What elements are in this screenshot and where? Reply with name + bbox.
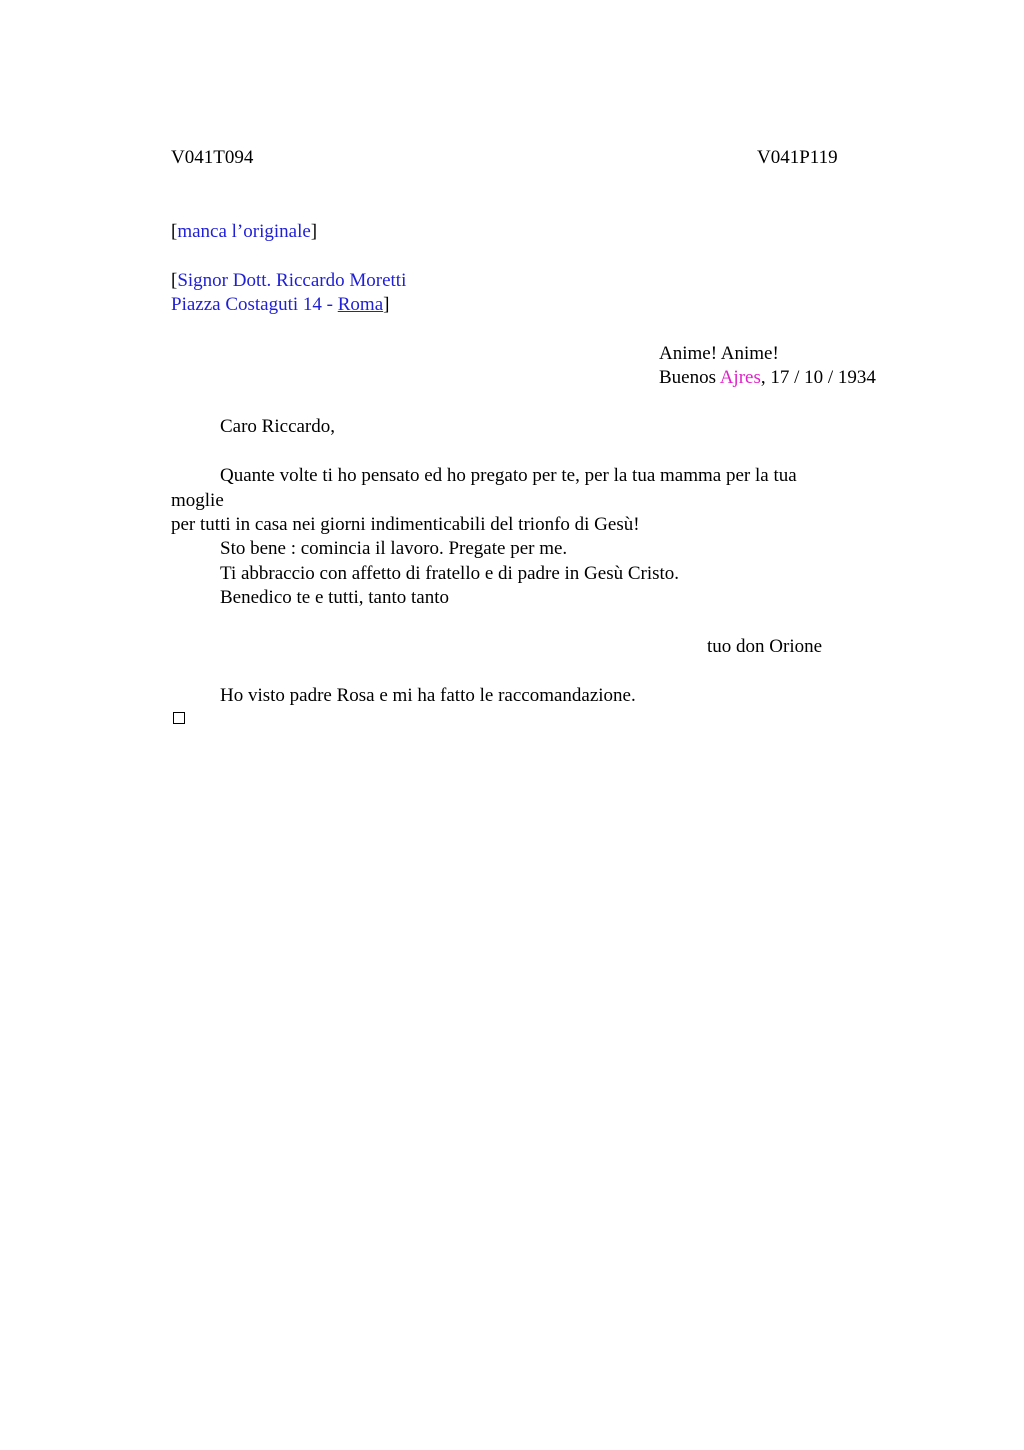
header-right-code: V041P119 [757, 147, 838, 168]
dateline-motto: Anime! Anime! [659, 343, 779, 364]
dateline-place-date [659, 366, 876, 390]
salutation: Caro Riccardo, [220, 416, 336, 437]
recipient-name-line [171, 269, 406, 293]
note-open-bracket: [ [171, 221, 178, 242]
paragraph-3: Ti abbraccio con affetto di fratello e di padre in Gesù Cristo. [220, 563, 680, 584]
checkbox-icon [173, 712, 185, 724]
recipient-city-link[interactable]: Roma [337, 294, 384, 315]
dateline-date: , 17 / 10 / 1934 [760, 367, 876, 388]
paragraph-1-line-3: per tutti in casa nei giorni indimenticabili del trionfo di Gesù! [171, 514, 640, 535]
paragraph-1-line-1: Quante volte ti ho pensato ed ho pregato per te, per la tua mamma per la tua [220, 465, 797, 486]
recipient-address: Piazza Costaguti 14 - [171, 294, 338, 315]
paragraph-2: Sto bene : comincia il lavoro. Pregate per me. [220, 538, 568, 559]
paragraph-4: Benedico te e tutti, tanto tanto [220, 587, 449, 608]
signature: tuo don Orione [707, 636, 823, 657]
header-left-code: V041T094 [171, 147, 254, 168]
note-text: manca l’originale [177, 221, 311, 242]
dateline-place-highlight: Ajres [719, 367, 761, 388]
note-close-bracket: ] [310, 221, 318, 242]
recipient-name: Signor Dott. Riccardo Moretti [177, 270, 407, 291]
recipient-address-line [171, 293, 389, 317]
recipient-close-bracket: ] [383, 294, 390, 315]
paragraph-1-line-2: moglie [171, 490, 224, 511]
postscript: Ho visto padre Rosa e mi ha fatto le raccomandazione. [220, 685, 636, 706]
recipient-open-bracket: [ [171, 270, 178, 291]
dateline-place-start: Buenos [659, 367, 720, 388]
editorial-note [171, 220, 317, 244]
